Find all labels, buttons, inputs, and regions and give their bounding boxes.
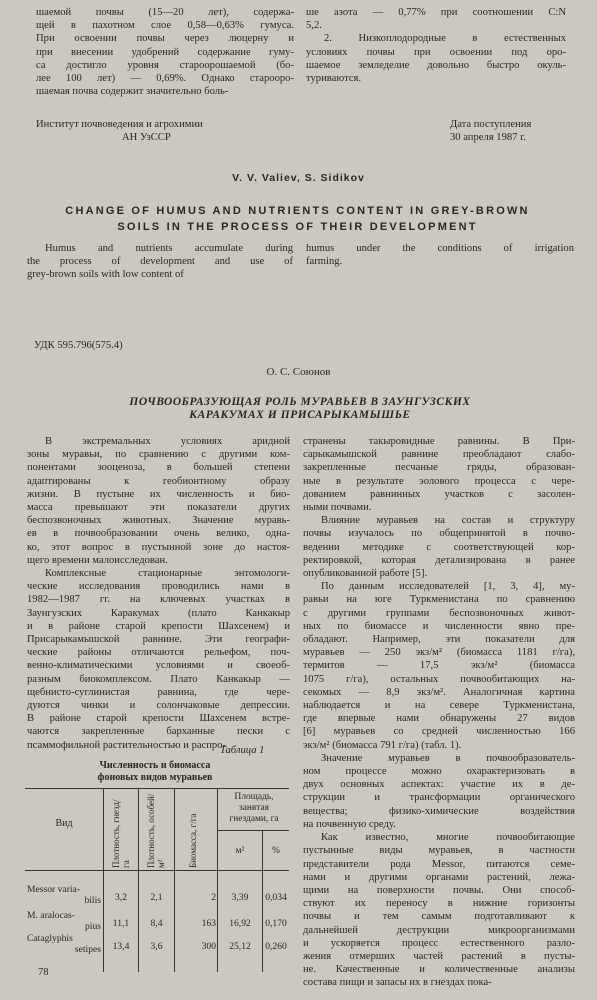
english-authors: V. V. Valiev, S. Sidikov — [232, 172, 365, 184]
th-biomass: Биомасса, г/га — [188, 813, 198, 868]
body-line: чаются закрепленные барханные пески с — [27, 726, 290, 738]
body-line: ческие исследования проводились нами в — [27, 581, 290, 593]
species-cell: Cataglyphis — [27, 933, 73, 944]
body-line: Заунгузских Каракумах (плато Канкакыр — [27, 607, 290, 619]
body-line: Присарыкамышской равнине. Эти географи- — [27, 634, 290, 646]
body-line: Влияние муравьев на состав и структуру — [321, 515, 575, 527]
body-line: щебнисто-суглинистая равнина, где чере- — [27, 686, 290, 698]
species-cell: bilis — [84, 895, 101, 906]
institute — [36, 118, 203, 144]
body-line: опубликованной работе [5]. — [303, 568, 428, 580]
biomass-cell: 300 — [201, 941, 216, 952]
body-line: ко, этот вопрос в пустынной зоне до настоя- — [27, 541, 290, 553]
th-m2: м² — [235, 846, 245, 856]
area-m2-cell: 3,39 — [231, 892, 249, 903]
area-pct-cell: 0,170 — [265, 918, 287, 929]
density-individuals-cell: 8,4 — [150, 918, 163, 929]
article-title — [70, 396, 530, 422]
table-rule — [174, 788, 175, 972]
species-cell: M. aralocas- — [27, 910, 75, 921]
prev-left-line: са достигло уровня староорошаемой (бо- — [36, 59, 294, 71]
institute-line: Институт почвоведения и агрохимии — [36, 119, 203, 130]
body-line: почвы изучалось по общепринятой в почво- — [303, 528, 575, 540]
body-line: ными почвами. — [303, 502, 372, 514]
article-author: О. С. Союнов — [266, 366, 331, 378]
table-title-line: фоновых видов муравьев — [97, 772, 213, 783]
body-line: ных по биомассе и численности явно пре- — [303, 620, 575, 632]
article-right-col — [303, 435, 575, 990]
abstract-line: farming. — [306, 256, 343, 268]
udc-code: УДК 595.796(575.4) — [34, 340, 123, 351]
prev-left-line: шаемая почва содержит значительно боль- — [36, 86, 229, 98]
table-rule — [217, 788, 218, 972]
body-line: разным биокомплексом. Плато Канкакыр — — [27, 673, 290, 685]
body-line: ном процессе можно охарактеризовать в — [303, 766, 575, 778]
table-rule — [217, 830, 289, 831]
english-title-line: SOILS IN THE PROCESS OF THEIR DEVELOPMENT — [117, 221, 478, 233]
abstract-line: the process of development and use of — [27, 256, 293, 268]
body-line: муравьев — 250 экз/м² (биомасса 1181 г/га), — [303, 647, 575, 659]
species-cell: setipes — [74, 944, 101, 955]
body-line: жения отмерших частей растений в пусты- — [303, 950, 575, 962]
body-line: секомых — 8,9 экз/м². Аналогичная картина — [303, 686, 575, 698]
article-title-line: ПОЧВООБРАЗУЮЩАЯ РОЛЬ МУРАВЬЕВ В ЗАУНГУЗСКИХ — [129, 396, 471, 408]
prev-right-line: ше азота — 0,77% при соотношении C:N — [306, 7, 566, 18]
body-line: закрепленные песчаные гряды, образован- — [303, 462, 575, 474]
prev-left-line: щей в пахотном слое 0,58—0,63% гумуса. — [36, 20, 294, 32]
body-line: ведении методике с соответствующей кор- — [303, 541, 575, 553]
body-line: дуются чинки и солончаковые депрессии. — [27, 700, 290, 712]
body-line: [6] муравьев со средней численностью 166 — [303, 726, 575, 738]
body-line: и в районе старой крепости Шахсенем) и — [27, 620, 290, 632]
area-m2-cell: 25,12 — [229, 941, 251, 952]
density-nests-cell: 13,4 — [112, 941, 130, 952]
prev-right-line: туриваются. — [306, 73, 362, 85]
english-abstract-right — [306, 242, 574, 268]
body-line: дальнейшей деструкции микроорганизмами — [303, 924, 575, 936]
body-line: адаптированы к геобионтному образу — [27, 475, 290, 487]
body-line: В районе старой крепости Шахсенем встре- — [27, 713, 290, 725]
area-pct-cell: 0,260 — [265, 941, 287, 952]
body-line: Значение муравьев в почвообразователь- — [321, 752, 575, 764]
body-line: нами и другими органами растений, лежа- — [303, 871, 575, 883]
body-line: ректировкой, которая детализирована в ранее — [303, 554, 575, 566]
density-individuals-cell: 2,1 — [150, 892, 163, 903]
body-line: состава пищи и запасы их в гнездах пока- — [303, 977, 492, 989]
body-line: странены такыровидные равнины. В При- — [303, 436, 575, 447]
body-line: зоны муравьи, по сравнению с другими ком- — [27, 449, 290, 461]
body-line: жизни. В пустыне их численность и био- — [27, 488, 290, 500]
prev-right-line: 5,2. — [306, 20, 322, 32]
species-cell: Messor varia- — [27, 884, 81, 895]
table-rule — [25, 870, 289, 871]
prev-article-right-col — [306, 6, 566, 85]
table-rule — [138, 788, 139, 972]
body-line: беспозвоночных животных. Значение муравь- — [27, 515, 290, 527]
biomass-cell: 2 — [211, 892, 216, 903]
density-nests-cell: 11,1 — [112, 918, 130, 929]
body-line: обладают. Например, эти показатели для — [303, 634, 575, 646]
th-area: Площадь, занятая гнездами, га — [229, 792, 279, 824]
body-line: псаммофильной растительностью и распро- — [27, 739, 227, 751]
prev-left-line: лее 100 лет) — 0,69%. Однако староорo- — [36, 73, 294, 85]
body-line: Как известно, многие почвообитающие — [321, 832, 575, 844]
received-line: Дата поступления — [450, 119, 532, 130]
abstract-line: Humus and nutrients accumulate during — [45, 243, 293, 254]
body-line: почвы и тем самым подготавливают к — [303, 911, 575, 923]
table-rule — [103, 788, 104, 972]
prev-right-line: шаемое земледелие довольно быстро окуль- — [306, 59, 566, 71]
body-line: масса превышают эти показатели других — [27, 502, 290, 514]
body-line: струкции и трансформации органического — [303, 792, 575, 804]
biomass-cell: 163 — [201, 918, 216, 929]
prev-article-left-col — [36, 6, 294, 98]
body-line: не. Качественные и количественные анализы — [303, 964, 575, 976]
body-line: 1982—1987 гг. на ключевых участках в — [27, 594, 290, 606]
body-line: ческие районы отличаются рельефом, поч- — [27, 647, 290, 659]
article-left-col — [27, 435, 290, 752]
body-line: сарыкамышской равнине преобладают слабо- — [303, 449, 575, 461]
table-title — [30, 760, 280, 784]
table-1 — [25, 788, 289, 973]
body-line: По данным исследователей [1, 3, 4], му- — [321, 581, 575, 593]
body-line: щего времени малоисследован. — [27, 554, 168, 566]
received-date — [450, 118, 531, 144]
body-line: понентами зооценоза, в большей степени — [27, 462, 290, 474]
density-nests-cell: 3,2 — [115, 892, 127, 903]
page-number: 78 — [38, 967, 49, 978]
body-line: венно-климатическими условиями и своеоб- — [27, 660, 290, 672]
body-line: экз/м² (биомасса 791 г/га) (табл. 1). — [303, 739, 462, 751]
abstract-line: grey-brown soils with low content of — [27, 269, 184, 281]
table-title-line: Численность и биомасса — [99, 760, 211, 771]
received-line: 30 апреля 1987 г. — [450, 132, 526, 144]
species-cell: pius — [85, 921, 101, 932]
body-line: ев в почвообразовании очень велико, одна- — [27, 528, 290, 540]
body-line: где впервые нами обнаружены 27 видов — [303, 713, 575, 725]
body-line: 1075 г/га), остальных почвообитающих на- — [303, 673, 575, 685]
body-line: равьи на юге Туркменистана по сравнению — [303, 594, 575, 606]
prev-left-line: шаемой почвы (15—20 лет), содержа- — [36, 7, 294, 18]
table-label: Таблица 1 — [220, 745, 265, 756]
body-line: В экстремальных условиях аридной — [45, 436, 290, 447]
article-title-line: КАРАКУМАХ И ПРИСАРЫКАМЫШЬЕ — [189, 409, 411, 421]
english-title-line: CHANGE OF HUMUS AND NUTRIENTS CONTENT IN GREY-BROWN — [65, 205, 530, 217]
th-density-nests: Плотность, гнезд/га — [111, 799, 131, 868]
prev-left-line: при внесении удобрений содержание гуму- — [36, 46, 294, 58]
abstract-line: humus under the conditions of irrigation — [306, 243, 574, 254]
th-species: Вид — [55, 818, 73, 829]
body-line: ные в результате эолового процесса с чере- — [303, 475, 575, 487]
body-line: с другими группами беспозвоночных живот- — [303, 607, 575, 619]
th-density-individuals: Плотность, особей/м² — [146, 793, 166, 868]
density-individuals-cell: 3,6 — [150, 941, 163, 952]
english-title — [30, 203, 565, 235]
body-line: вещества; физико-химические воздействия — [303, 805, 575, 817]
body-line: представители рода Messor, питаются семе- — [303, 858, 575, 870]
body-line: Комплексные стационарные энтомологи- — [45, 568, 290, 580]
body-line: на почвенную среду. — [303, 818, 396, 830]
body-line: двух основных аспектах: участие их в де- — [303, 779, 575, 791]
prev-right-line: 2. Низкоплодородные в естественных — [324, 33, 566, 45]
body-line: и ускоряется процесс естественного разло- — [303, 937, 575, 949]
body-line: пустынные виды муравьев, в частности — [303, 845, 575, 857]
area-m2-cell: 16,92 — [229, 918, 251, 929]
area-pct-cell: 0,034 — [265, 892, 287, 903]
table-rule — [25, 788, 289, 789]
th-pct: % — [272, 846, 280, 856]
body-line: термитов — 17,5 экз/м² (биомасса — [303, 660, 575, 672]
body-line: дованием равнинных участков с засолен- — [303, 488, 575, 500]
body-line: щими на поверхности почвы. Они способ- — [303, 884, 575, 896]
institute-line: АН УзССР — [122, 132, 171, 144]
prev-left-line: При освоении почвы через люцерну и — [36, 33, 294, 45]
body-line: ствуют их переносу в нижние горизонты — [303, 898, 575, 910]
body-line: наблюдается и на севере Туркменистана, — [303, 700, 575, 712]
prev-right-line: условиях почвы при освоении под оро- — [306, 46, 566, 58]
english-abstract-left — [27, 242, 293, 282]
